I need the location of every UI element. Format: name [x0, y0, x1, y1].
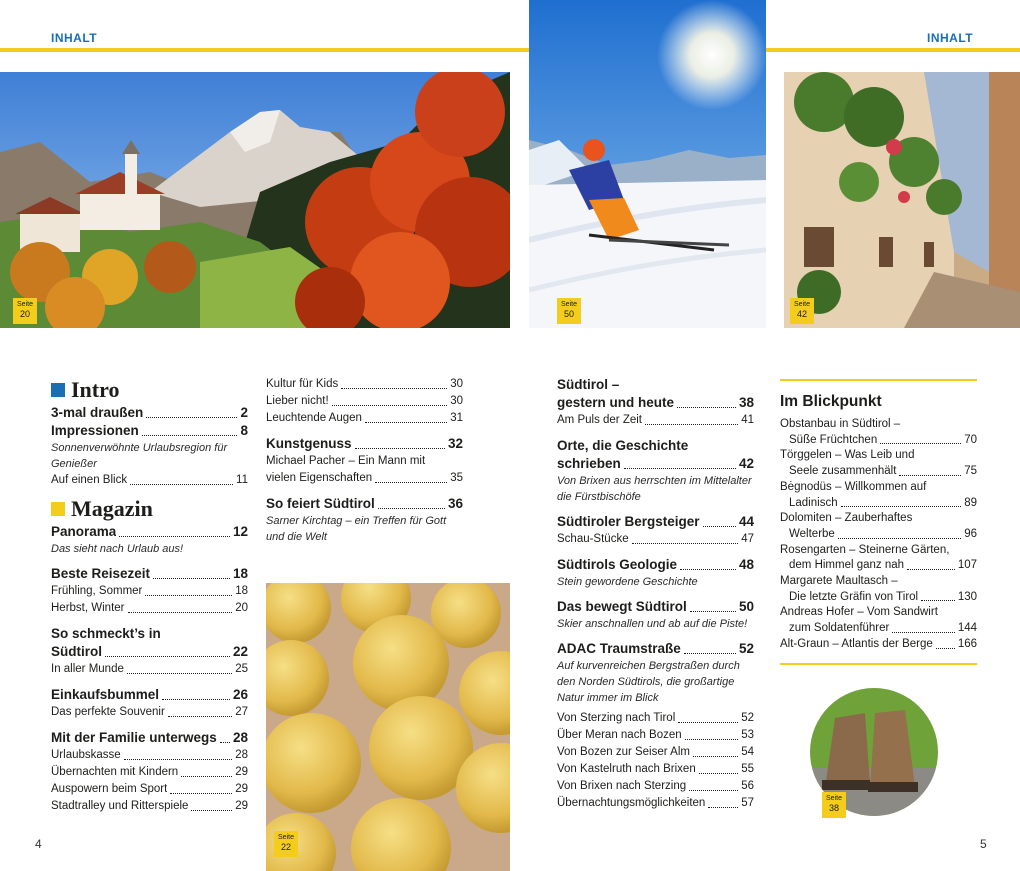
toc-column-2	[266, 376, 463, 545]
blickpunkt-entry-line1: Andreas Hofer – Vom Sandwirt	[780, 606, 938, 619]
badge-label: Seite	[561, 301, 577, 308]
blickpunkt-entry[interactable]	[780, 605, 977, 636]
blickpunkt-entry-page: 130	[957, 590, 977, 603]
toc-entry[interactable]	[266, 470, 463, 487]
toc-column-3	[557, 376, 754, 812]
toc-entry-page: 32	[447, 436, 463, 451]
skier-image	[529, 0, 766, 328]
section-magazin-title: Magazin	[71, 496, 153, 521]
toc-entry-title: schrieben	[557, 456, 621, 471]
toc-entry-title: Von Sterzing nach Tirol	[557, 712, 676, 724]
badge-label: Seite	[826, 795, 842, 802]
toc-entry-page: 44	[738, 514, 754, 529]
toc-entry[interactable]	[557, 412, 754, 429]
blickpunkt-entry-page: 144	[957, 622, 977, 635]
toc-entry[interactable]	[51, 472, 248, 489]
blickpunkt-entry-line2: Die letzte Gräfin von Tirol	[789, 590, 919, 603]
photo-skier	[529, 0, 766, 328]
toc-entry-page: 25	[235, 663, 248, 675]
toc-entry[interactable]	[557, 710, 754, 727]
blickpunkt-entry-page: 70	[964, 433, 977, 446]
toc-entry[interactable]	[51, 781, 248, 798]
toc-entry-page: 38	[738, 395, 754, 410]
toc-entry[interactable]	[51, 565, 248, 583]
toc-entry[interactable]	[51, 523, 248, 541]
toc-entry[interactable]	[557, 531, 754, 548]
toc-entry-page: 29	[235, 800, 248, 812]
toc-entry-title: Urlaubskasse	[51, 749, 121, 761]
photo-alley	[784, 72, 1020, 328]
toc-entry-page: 28	[235, 749, 248, 761]
toc-entry-title-line: Orte, die Geschichte	[557, 438, 689, 453]
badge-label: Seite	[794, 301, 810, 308]
toc-entry-title: Südtirols Geologie	[557, 557, 678, 572]
toc-entry[interactable]	[557, 394, 754, 412]
toc-entry-page: 57	[741, 797, 754, 809]
dumplings-image	[266, 583, 510, 871]
toc-entry-page: 2	[240, 405, 248, 420]
header-rule-right	[766, 48, 1020, 52]
toc-column-1	[51, 378, 248, 815]
toc-entry-title: Beste Reisezeit	[51, 566, 151, 581]
blickpunkt-entry-page: 89	[964, 496, 977, 509]
toc-entry[interactable]	[51, 643, 248, 661]
toc-entry-subtitle: Auf kurvenreichen Bergstraßen durch den Norden Südtirols, die großartige Natur immer im Blick	[557, 660, 740, 704]
blickpunkt-entry-line1: Dolomiten – Zauberhaftes	[780, 512, 913, 525]
toc-entry-title: Von Bozen zur Seiser Alm	[557, 746, 690, 758]
toc-entry-page: 52	[738, 641, 754, 656]
blickpunkt-entry[interactable]	[780, 511, 977, 542]
page-badge-22	[274, 831, 298, 857]
toc-entry-title: Das bewegt Südtirol	[557, 599, 687, 614]
toc-entry[interactable]	[51, 747, 248, 764]
toc-entry-page: 54	[741, 746, 754, 758]
toc-entry-title: Impressionen	[51, 423, 139, 438]
toc-entry[interactable]	[557, 795, 754, 812]
blickpunkt-entry[interactable]	[780, 637, 977, 653]
toc-entry-title: Schau-Stücke	[557, 533, 629, 545]
toc-entry-page: 28	[232, 730, 248, 745]
mountain-village-image	[0, 72, 510, 328]
toc-entry-subtitle: Sonnenverwöhnte Urlaubsregion für Genießer	[51, 442, 228, 470]
toc-entry-page: 35	[450, 472, 463, 484]
page-badge-20	[13, 298, 37, 324]
toc-entry-title: Übernachtungsmöglichkeiten	[557, 797, 706, 809]
blickpunkt-entry-page: 75	[964, 465, 977, 478]
toc-entry[interactable]	[266, 410, 463, 427]
page-number-left: 4	[35, 837, 42, 851]
toc-entry-page: 8	[240, 423, 248, 438]
toc-entry-page: 12	[232, 524, 248, 539]
toc-entry-subtitle: Skier anschnallen und ab auf die Piste!	[557, 618, 748, 630]
toc-entry-title: Über Meran nach Bozen	[557, 729, 682, 741]
toc-entry-title: In aller Munde	[51, 663, 124, 675]
badge-page: 50	[563, 309, 574, 319]
blickpunkt-top-rule	[780, 379, 977, 381]
toc-entry-title: Am Puls der Zeit	[557, 414, 642, 426]
blickpunkt-entry-line1: Rosengarten – Steinerne Gärten,	[780, 543, 950, 556]
toc-entry-title: Auf einen Blick	[51, 474, 128, 486]
toc-entry[interactable]	[51, 422, 248, 440]
toc-entry-title: Lieber nicht!	[266, 395, 329, 407]
toc-entry[interactable]	[557, 761, 754, 778]
blickpunkt-entry-page: 96	[964, 527, 977, 540]
section-magazin	[51, 497, 248, 521]
toc-entry-title: Das perfekte Souvenir	[51, 706, 165, 718]
blickpunkt-entry-page: 166	[957, 637, 977, 650]
blickpunkt-entry-page: 107	[957, 559, 977, 572]
badge-label: Seite	[17, 301, 33, 308]
toc-entry-subtitle: Von Brixen aus herrschten im Mittelalter die Fürstbischöfe	[557, 475, 752, 503]
toc-entry-page: 36	[447, 496, 463, 511]
badge-label: Seite	[278, 834, 294, 841]
toc-entry-title: Übernachten mit Kindern	[51, 766, 179, 778]
badge-page: 38	[828, 803, 839, 813]
toc-entry[interactable]	[557, 640, 754, 658]
blickpunkt-entry-line1: Obstanbau in Südtirol –	[780, 418, 901, 430]
toc-entry-page: 55	[741, 763, 754, 775]
toc-entry[interactable]	[557, 556, 754, 574]
toc-entry[interactable]	[51, 600, 248, 617]
toc-entry-title: Von Brixen nach Sterzing	[557, 780, 687, 792]
photo-mountain-village	[0, 72, 510, 328]
toc-entry-page: 29	[235, 783, 248, 795]
toc-entry-page: 11	[236, 474, 248, 486]
toc-entry-title: Von Kastelruth nach Brixen	[557, 763, 696, 775]
toc-entry-title: Südtiroler Bergsteiger	[557, 514, 700, 529]
blickpunkt-entry[interactable]	[780, 417, 977, 448]
toc-entry-page: 42	[738, 456, 754, 471]
toc-entry[interactable]	[557, 513, 754, 531]
blickpunkt-box	[780, 379, 977, 665]
alley-image	[784, 72, 1020, 328]
toc-entry-subtitle: Sarner Kirchtag – ein Treffen für Gott und die Welt	[266, 515, 447, 543]
toc-entry-page: 53	[741, 729, 754, 741]
toc-entry[interactable]	[51, 583, 248, 600]
toc-entry-page: 48	[738, 557, 754, 572]
square-icon	[51, 502, 65, 516]
toc-entry[interactable]	[266, 495, 463, 513]
toc-entry-title: Kultur für Kids	[266, 378, 339, 390]
blickpunkt-entry[interactable]	[780, 480, 977, 511]
blickpunkt-title: Im Blickpunkt	[780, 393, 882, 410]
toc-entry-page: 18	[232, 566, 248, 581]
page-badge-42	[790, 298, 814, 324]
page-number-right: 5	[980, 837, 987, 851]
toc-entry[interactable]	[557, 727, 754, 744]
toc-entry-page: 30	[450, 378, 463, 390]
badge-page: 22	[280, 842, 291, 852]
blickpunkt-entry[interactable]	[780, 574, 977, 605]
toc-entry[interactable]	[557, 455, 754, 473]
toc-entry[interactable]	[266, 393, 463, 410]
toc-entry-title: Mit der Familie unterwegs	[51, 730, 217, 745]
toc-entry-page: 22	[232, 644, 248, 659]
toc-entry[interactable]	[266, 376, 463, 393]
badge-page: 42	[796, 309, 807, 319]
blickpunkt-bottom-rule	[780, 663, 977, 665]
toc-entry[interactable]	[557, 778, 754, 795]
blickpunkt-entry-line2: Süße Früchtchen	[789, 433, 878, 446]
toc-entry-page: 29	[235, 766, 248, 778]
toc-entry-title-line: Michael Pacher – Ein Mann mit	[266, 455, 426, 467]
toc-entry-page: 26	[232, 687, 248, 702]
page-badge-50	[557, 298, 581, 324]
header-label-left: INHALT	[51, 31, 98, 45]
toc-entry[interactable]	[51, 798, 248, 815]
toc-entry-page: 20	[235, 602, 248, 614]
toc-entry[interactable]	[51, 764, 248, 781]
toc-entry-page: 27	[235, 706, 248, 718]
header-rule-left	[0, 48, 529, 52]
toc-entry-title: Frühling, Sommer	[51, 585, 143, 597]
toc-entry-title: Südtirol	[51, 644, 102, 659]
toc-entry[interactable]	[51, 729, 248, 747]
toc-entry-page: 50	[738, 599, 754, 614]
section-intro	[51, 378, 248, 402]
toc-entry-title: Leuchtende Augen	[266, 412, 362, 424]
blickpunkt-entry-line1: Alt-Graun – Atlantis der Berge	[780, 637, 933, 650]
toc-entry-title: Auspowern beim Sport	[51, 783, 168, 795]
toc-entry[interactable]	[51, 686, 248, 704]
toc-entry-page: 30	[450, 395, 463, 407]
toc-entry-page: 52	[741, 712, 754, 724]
badge-page: 20	[19, 309, 30, 319]
toc-entry-title: vielen Eigenschaften	[266, 472, 373, 484]
toc-entry-page: 56	[741, 780, 754, 792]
toc-entry-page: 41	[741, 414, 754, 426]
toc-entry-title-line: So schmeckt’s in	[51, 626, 161, 641]
toc-entry[interactable]	[557, 598, 754, 616]
toc-entry-page: 31	[450, 412, 463, 424]
toc-entry-title: 3-mal draußen	[51, 405, 144, 420]
square-icon	[51, 383, 65, 397]
section-intro-title: Intro	[71, 377, 120, 402]
blickpunkt-entry-line2: Welterbe	[789, 527, 835, 540]
blickpunkt-entry-line2: zum Soldatenführer	[789, 622, 890, 635]
toc-entry-title: Panorama	[51, 524, 117, 539]
blickpunkt-entry-line1: Törggelen – Was Leib und	[780, 449, 915, 462]
blickpunkt-entry-line1: Margarete Maultasch –	[780, 575, 898, 588]
toc-entry-title: Stadtralley und Ritterspiele	[51, 800, 189, 812]
toc-entry-title: Kunstgenuss	[266, 436, 352, 451]
toc-entry-title: ADAC Traumstraße	[557, 641, 681, 656]
toc-entry[interactable]	[557, 744, 754, 761]
toc-entry-title-line: Südtirol –	[557, 377, 620, 392]
header-label-right: INHALT	[927, 31, 974, 45]
blickpunkt-entry-line2: Ladinisch	[789, 496, 838, 509]
toc-entry[interactable]	[51, 661, 248, 678]
blickpunkt-entry-line1: Bėgnodüs – Willkommen auf	[780, 480, 927, 493]
blickpunkt-entry[interactable]	[780, 448, 977, 479]
toc-entry[interactable]	[51, 704, 248, 721]
toc-entry-title: Einkaufsbummel	[51, 687, 160, 702]
photo-dumplings	[266, 583, 510, 871]
blickpunkt-entry-line2: dem Himmel ganz nah	[789, 559, 905, 572]
page-badge-38	[822, 792, 846, 818]
toc-entry-title: So feiert Südtirol	[266, 496, 375, 511]
toc-entry-page: 18	[235, 585, 248, 597]
toc-entry[interactable]	[51, 404, 248, 422]
toc-entry-subtitle: Stein gewordene Geschichte	[557, 576, 698, 588]
toc-entry-page: 47	[741, 533, 754, 545]
toc-entry-title: Herbst, Winter	[51, 602, 125, 614]
blickpunkt-entry-line2: Seele zusammenhält	[789, 465, 897, 478]
toc-entry[interactable]	[266, 435, 463, 453]
blickpunkt-entry[interactable]	[780, 543, 977, 574]
toc-entry-title: gestern und heute	[557, 395, 675, 410]
toc-entry-subtitle: Das sieht nach Urlaub aus!	[51, 543, 184, 555]
